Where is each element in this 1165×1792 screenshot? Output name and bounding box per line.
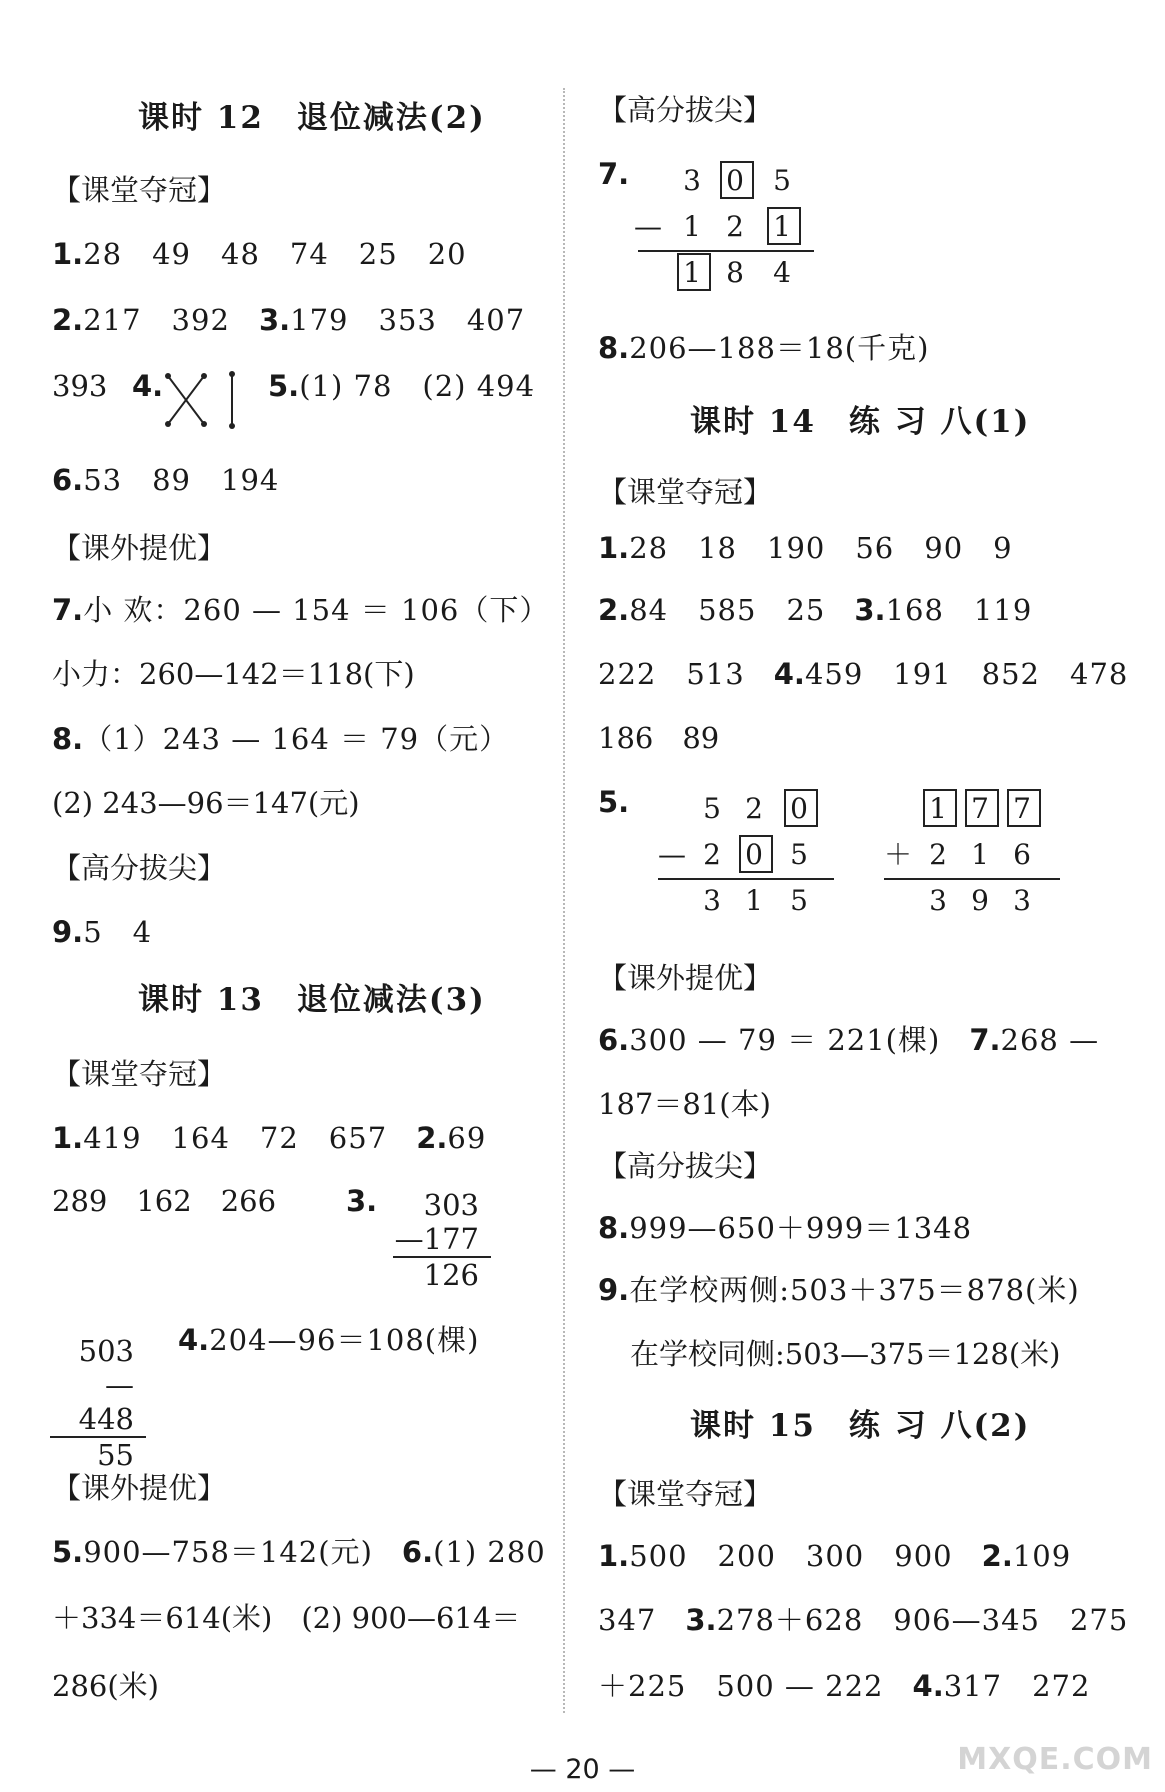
q-number: 2. <box>598 593 630 627</box>
l15-q3-q4-line <box>598 1668 1090 1704</box>
arith-row <box>630 250 820 296</box>
operator: — <box>634 210 662 243</box>
q-number: 7. <box>598 157 630 191</box>
q-body: 28 49 48 74 25 20 <box>83 237 467 271</box>
l12-q7 <box>52 592 549 628</box>
l12-q8 <box>52 721 509 757</box>
digit: 7 <box>1013 792 1031 825</box>
arith-row <box>880 832 1070 878</box>
operator: — <box>658 838 686 871</box>
q-number: 1. <box>598 1539 630 1573</box>
digit: 0 <box>745 838 763 871</box>
q-body: 69 <box>447 1121 487 1155</box>
q-number: 1. <box>52 1121 84 1155</box>
l14-q6-q7-line <box>598 1022 1099 1058</box>
q-number: 4. <box>773 657 805 691</box>
l12-q3-continued: 393 <box>52 369 108 403</box>
subtrahend: —177 <box>394 1222 479 1256</box>
digit: 5 <box>790 838 808 871</box>
r-q7-number <box>598 156 629 192</box>
vertical-subtraction-303 <box>393 1188 491 1292</box>
lesson-14-title: 课时 14 练 习 八(1) <box>690 404 1031 440</box>
l15-q1-q2-line <box>598 1538 1071 1574</box>
q-number: 4. <box>132 369 164 403</box>
subtrahend: —448 <box>78 1368 134 1436</box>
q-number: 5. <box>598 785 630 819</box>
l14-extra-heading: 【课外提优】 <box>598 961 773 995</box>
l13-q1-q2-line <box>52 1120 486 1156</box>
q-body: 900—758＝142(元) <box>83 1535 373 1569</box>
l14-top-heading: 【高分拔尖】 <box>598 1149 773 1183</box>
minuend: 503 <box>78 1334 134 1368</box>
l14-q2-q3-line <box>598 592 1032 628</box>
l13-q6-line3: 286(米) <box>52 1669 159 1703</box>
digit: 2 <box>929 838 947 871</box>
q-body: (1) 78 (2) 494 <box>299 369 536 403</box>
q-body: 500 200 300 900 <box>629 1539 953 1573</box>
q-body: 53 89 194 <box>83 463 280 497</box>
q-body: 222 513 <box>598 657 745 691</box>
q-body: 217 392 <box>83 303 230 337</box>
l12-q2-q3-line <box>52 302 525 338</box>
q-body: 419 164 72 657 <box>83 1121 388 1155</box>
digit: 9 <box>971 884 989 917</box>
q-number: 9. <box>598 1273 630 1307</box>
q-body: 206—188＝18(千克) <box>629 331 930 365</box>
l13-classroom-heading: 【课堂夺冠】 <box>52 1057 227 1091</box>
q-body: 317 272 <box>943 1669 1091 1703</box>
q-body: 在学校两侧:503＋375＝878(米) <box>629 1273 1080 1307</box>
q-number: 8. <box>598 331 630 365</box>
q-body: 109 <box>1012 1539 1072 1573</box>
l14-q5-number <box>598 784 629 820</box>
l12-q7-line2: 小力：260—142＝118(下) <box>52 657 415 691</box>
q-body: ＋225 500 — 222 <box>598 1669 884 1703</box>
q-number: 3. <box>685 1603 717 1637</box>
l14-q7-line2: 187＝81(本) <box>598 1087 771 1121</box>
l12-extra-heading: 【课外提优】 <box>52 531 227 565</box>
q-number: 2. <box>981 1539 1013 1573</box>
digit: 3 <box>703 884 721 917</box>
digit: 3 <box>683 164 701 197</box>
digit: 8 <box>726 256 744 289</box>
digit: 1 <box>683 210 701 243</box>
l13-q4 <box>178 1322 479 1358</box>
l14-q9 <box>598 1272 1080 1308</box>
difference: 126 <box>393 1256 491 1292</box>
digit: 1 <box>971 838 989 871</box>
l14-q4-continued: 186 89 <box>598 721 720 755</box>
page-number: — 20 — <box>529 1754 636 1785</box>
q-number: 1. <box>598 531 630 565</box>
q-body: 28 18 190 56 90 9 <box>629 531 1013 565</box>
l13-extra-heading: 【课外提优】 <box>52 1471 227 1505</box>
l15-q2-q3-line <box>598 1602 1128 1638</box>
l12-q1 <box>52 236 467 272</box>
l13-q2-continued: 289 162 266 <box>52 1184 277 1218</box>
q-body: 84 585 25 <box>629 593 826 627</box>
arith-row <box>630 158 820 204</box>
q-number: 8. <box>52 722 84 756</box>
l13-q6-line2: ＋334＝614(米) (2) 900—614＝ <box>52 1601 521 1635</box>
q-number: 7. <box>52 593 84 627</box>
l12-q4-number <box>132 368 163 404</box>
q-number: 5. <box>52 1535 84 1569</box>
q-number: 9. <box>52 915 84 949</box>
lesson-15-title: 课时 15 练 习 八(2) <box>690 1408 1031 1444</box>
l12-q9 <box>52 914 152 950</box>
digit: 7 <box>971 792 989 825</box>
q-number: 3. <box>346 1184 378 1218</box>
digit: 5 <box>703 792 721 825</box>
vertical-subtraction-305 <box>630 158 820 296</box>
q-number: 2. <box>416 1121 448 1155</box>
l15-classroom-heading: 【课堂夺冠】 <box>598 1477 773 1511</box>
l14-q1 <box>598 530 1013 566</box>
arith-row <box>880 786 1070 832</box>
q-body: 459 191 852 478 <box>804 657 1129 691</box>
l12-classroom-heading: 【课堂夺冠】 <box>52 173 227 207</box>
arith-row <box>654 878 844 924</box>
l12-top-heading: 【高分拔尖】 <box>52 851 227 885</box>
digit: 3 <box>929 884 947 917</box>
operator: ＋ <box>883 838 912 871</box>
vertical-subtraction-520 <box>654 786 844 924</box>
digit: 5 <box>790 884 808 917</box>
q-number: 3. <box>258 303 291 337</box>
q-body: 小 欢：260 — 154 ＝ 106（下） <box>83 593 550 627</box>
difference: 55 <box>50 1436 146 1472</box>
matching-lines-figure <box>160 368 240 432</box>
column-divider <box>563 88 565 1713</box>
q-number: 2. <box>52 303 84 337</box>
l14-classroom-heading: 【课堂夺冠】 <box>598 475 773 509</box>
l13-q3-number <box>346 1183 377 1219</box>
q-body: 5 4 <box>83 915 153 949</box>
q-body: 168 119 <box>885 593 1033 627</box>
arith-row <box>654 786 844 832</box>
digit: 1 <box>683 256 701 289</box>
q-body: 278＋628 906—345 275 <box>716 1603 1129 1637</box>
q-number: 7. <box>969 1023 1001 1057</box>
lesson-12-title: 课时 12 退位减法(2) <box>138 100 486 136</box>
q-body: 347 <box>598 1603 657 1637</box>
digit: 2 <box>703 838 721 871</box>
q-body: 179 353 407 <box>290 303 526 337</box>
q-number: 6. <box>401 1535 434 1569</box>
digit: 2 <box>745 792 763 825</box>
q-body: 999—650＋999＝1348 <box>629 1211 973 1245</box>
l13-q5-q6-line <box>52 1534 546 1570</box>
digit: 4 <box>773 256 791 289</box>
lesson-13-title: 课时 13 退位减法(3) <box>138 982 486 1018</box>
q-body: 268 — <box>1000 1023 1100 1057</box>
watermark-logo: MXQE.COM <box>957 1742 1153 1777</box>
minuend: 303 <box>423 1188 479 1222</box>
digit: 1 <box>773 210 791 243</box>
q-number: 8. <box>598 1211 630 1245</box>
r-q8 <box>598 330 929 366</box>
arith-row <box>654 832 844 878</box>
arith-row <box>880 878 1070 924</box>
l14-q9-line2: 在学校同侧:503—375＝128(米) <box>630 1337 1061 1371</box>
l14-q8 <box>598 1210 972 1246</box>
q-number: 3. <box>854 593 886 627</box>
q-body: （1）243 — 164 ＝ 79（元） <box>83 722 510 756</box>
digit: 0 <box>726 164 744 197</box>
arith-row <box>630 204 820 250</box>
q-number: 6. <box>52 463 84 497</box>
q-number: 6. <box>598 1023 630 1057</box>
l12-q8-line2: (2) 243—96＝147(元) <box>52 786 360 820</box>
q-number: 5. <box>268 369 300 403</box>
l13-top-heading: 【高分拔尖】 <box>598 93 773 127</box>
digit: 5 <box>773 164 791 197</box>
q-number: 4. <box>912 1669 944 1703</box>
q-body: (1) 280 <box>433 1535 546 1569</box>
vertical-subtraction-503 <box>50 1334 146 1472</box>
digit: 1 <box>745 884 763 917</box>
l12-q5 <box>268 368 535 404</box>
digit: 0 <box>790 792 808 825</box>
q-number: 4. <box>178 1323 210 1357</box>
digit: 2 <box>726 210 744 243</box>
l14-q3-q4-line <box>598 656 1128 692</box>
q-body: 300 — 79 ＝ 221(棵) <box>629 1023 941 1057</box>
digit: 3 <box>1013 884 1031 917</box>
digit: 6 <box>1013 838 1031 871</box>
vertical-addition-177 <box>880 786 1070 924</box>
l12-q6 <box>52 462 279 498</box>
q-number: 1. <box>52 237 84 271</box>
q-body: 204—96＝108(棵) <box>209 1323 480 1357</box>
digit: 1 <box>929 792 947 825</box>
